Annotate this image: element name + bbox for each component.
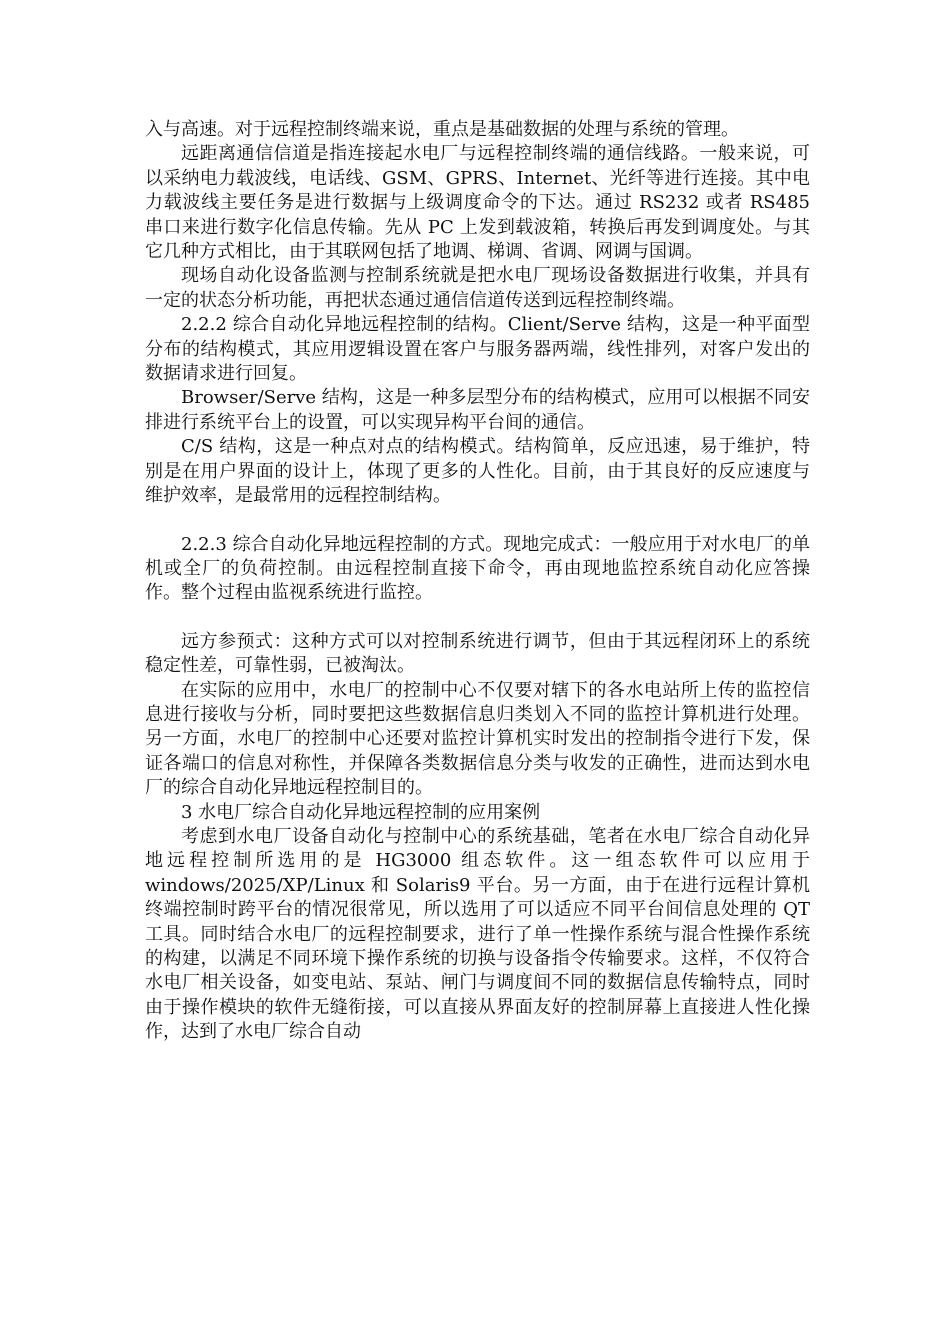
body-paragraph: Browser/Serve 结构，这是一种多层型分布的结构模式，应用可以根据不同安排进行系统平台上的设置，可以实现异构平台间的通信。 [145,387,810,433]
document-page [145,118,810,1045]
body-paragraph: 2.2.2 综合自动化异地远程控制的结构。Client/Serve 结构，这是一种平面型分布的结构模式，其应用逻辑设置在客户与服务器两端，线性排列，对客户发出的数据请求进行回复。 [145,314,810,385]
body-paragraph: 现场自动化设备监测与控制系统就是把水电厂现场设备数据进行收集，并具有一定的状态分析功能，再把状态通过通信信道传送到远程控制终端。 [145,265,810,311]
body-paragraph: 远方参预式：这种方式可以对控制系统进行调节，但由于其远程闭环上的系统稳定性差，可靠性弱，已被淘汰。 [145,630,810,677]
body-paragraph: C/S 结构，这是一种点对点的结构模式。结构简单，反应迅速，易于维护，特别是在用户界面的设计上，体现了更多的人性化。目前，由于其良好的反应速度与维护效率，是最常用的远程控制结构。 [145,436,810,507]
body-paragraph: 在实际的应用中，水电厂的控制中心不仅要对辖下的各水电站所上传的监控信息进行接收与分析，同时要把这些数据信息归类划入不同的监控计算机进行处理。另一方面，水电厂的控制中心还要对监控计算机实时发出的控制指令进行下发，保证各端口的信息对称性，并保障各类数据信息分类与收发的正确性，进而达到水电厂的综合自动化异地远程控制目的。 [145,679,810,799]
body-paragraph: 3 水电厂综合自动化异地远程控制的应用案例 [181,801,541,823]
paragraph-gap [145,606,810,630]
body-paragraph: 考虑到水电厂设备自动化与控制中心的系统基础，笔者在水电厂综合自动化异地远程控制所选用的是 HG3000 组态软件。这一组态软件可以应用于 windows/2025/XP/Linux 和 Solaris9 平台。另一方面，由于在进行远程计算机终端控制时跨平台的情况很常见，所以选用了可以适应不同平台间信息处理的 QT 工具。同时结合水电厂的远程控制要求，进行了单一性操作系统与混合性操作系统的构建，以满足不同环境下操作系统的切换与设备指令传输要求。这样，不仅符合水电厂相关设备，如变电站、泵站、闸门与调度间不同的数据信息传输特点，同时由于操作模块的软件无缝衔接，可以直接从界面友好的控制屏幕上直接进人性化操作，达到了水电厂综合自动 [145,825,810,1043]
body-paragraph: 入与高速。对于远程控制终端来说，重点是基础数据的处理与系统的管理。 [145,119,739,140]
body-paragraph: 远距离通信信道是指连接起水电厂与远程控制终端的通信线路。一般来说，可以采纳电力载波线，电话线、GSM、GPRS、Internet、光纤等进行连接。其中电力载波线主要任务是进行数据与上级调度命令的下达。通过 RS232 或者 RS485 串口来进行数字化信息传输。先从 PC 上发到载波箱，转换后再发到调度处。与其它几种方式相比，由于其联网包括了地调、梯调、省调、网调与国调。 [145,143,810,263]
paragraph-gap [145,509,810,533]
body-paragraph: 2.2.3 综合自动化异地远程控制的方式。现地完成式：一般应用于对水电厂的单机或全厂的负荷控制。由远程控制直接下命令，再由现地监控系统自动化应答操作。整个过程由监视系统进行监控。 [145,533,810,604]
